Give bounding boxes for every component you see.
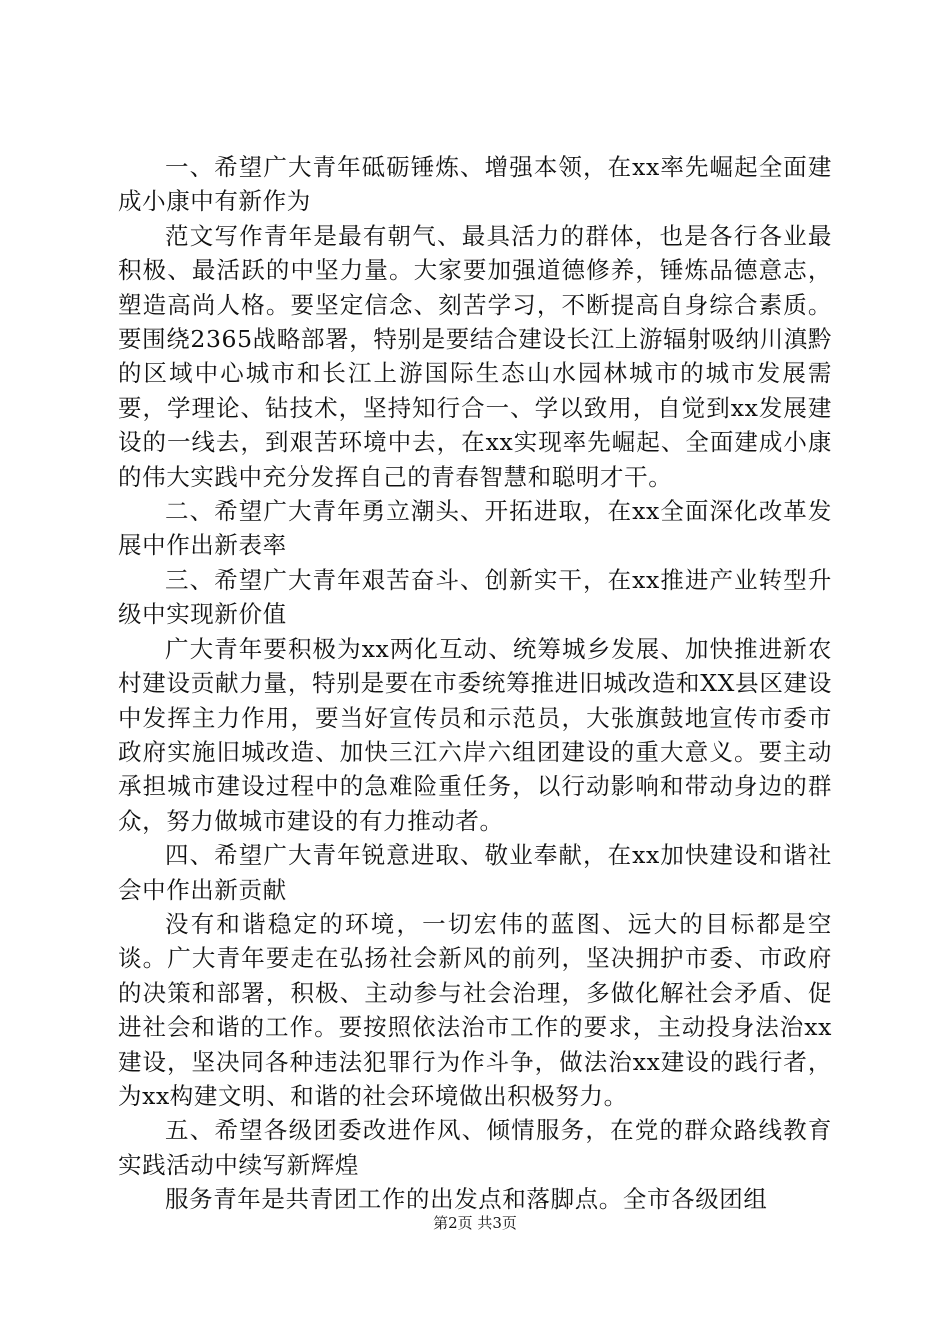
paragraph-urban-construction: 广大青年要积极为xx两化互动、统筹城乡发展、加快推进新农村建设贡献力量，特别是要在市委统筹推进旧城改造和XX县区建设中发挥主力作用，要当好宣传员和示范员，大张旗鼓地宣传市委市政府实施旧城改造、加快三江六岸六组团建设的重大意义。要主动承担城市建设过程中的急难险重任务，以行动影响和带动身边的群众，努力做城市建设的有力推动者。 — [118, 634, 832, 835]
document-body — [118, 150, 832, 1217]
heading-section-two: 二、希望广大青年勇立潮头、开拓进取，在xx全面深化改革发展中作出新表率 — [118, 497, 832, 560]
heading-section-five: 五、希望各级团委改进作风、倾情服务，在党的群众路线教育实践活动中续写新辉煌 — [118, 1116, 832, 1179]
heading-section-one: 一、希望广大青年砥砺锤炼、增强本领，在xx率先崛起全面建成小康中有新作为 — [118, 153, 832, 216]
heading-section-four: 四、希望广大青年锐意进取、敬业奉献，在xx加快建设和谐社会中作出新贡献 — [118, 841, 832, 904]
paragraph-social-harmony: 没有和谐稳定的环境，一切宏伟的蓝图、远大的目标都是空谈。广大青年要走在弘扬社会新风的前列，坚决拥护市委、市政府的决策和部署，积极、主动参与社会治理，多做化解社会矛盾、促进社会和谐的工作。要按照依法治市工作的要求，主动投身法治xx建设，坚决同各种违法犯罪行为作斗争，做法治xx建设的践行者，为xx构建文明、和谐的社会环境做出积极努力。 — [118, 909, 832, 1110]
heading-section-three: 三、希望广大青年艰苦奋斗、创新实干，在xx推进产业转型升级中实现新价值 — [118, 565, 832, 629]
paragraph-serving-youth: 服务青年是共青团工作的出发点和落脚点。全市各级团组 — [165, 1185, 768, 1214]
page-number-footer: 第2页 共3页 — [433, 1214, 517, 1232]
paragraph-youth-role: 范文写作青年是最有朝气、最具活力的群体，也是各行各业最积极、最活跃的中坚力量。大家要加强道德修养，锤炼品德意志，塑造高尚人格。要坚定信念、刻苦学习，不断提高自身综合素质。要围绕2365战略部署，特别是要结合建设长江上游辐射吸纳川滇黔的区域中心城市和长江上游国际生态山水园林城市的城市发展需要，学理论、钻技术，坚持知行合一、学以致用，自觉到xx发展建设的一线去，到艰苦环境中去，在xx实现率先崛起、全面建成小康的伟大实践中充分发挥自己的青春智慧和聪明才干。 — [118, 221, 832, 491]
